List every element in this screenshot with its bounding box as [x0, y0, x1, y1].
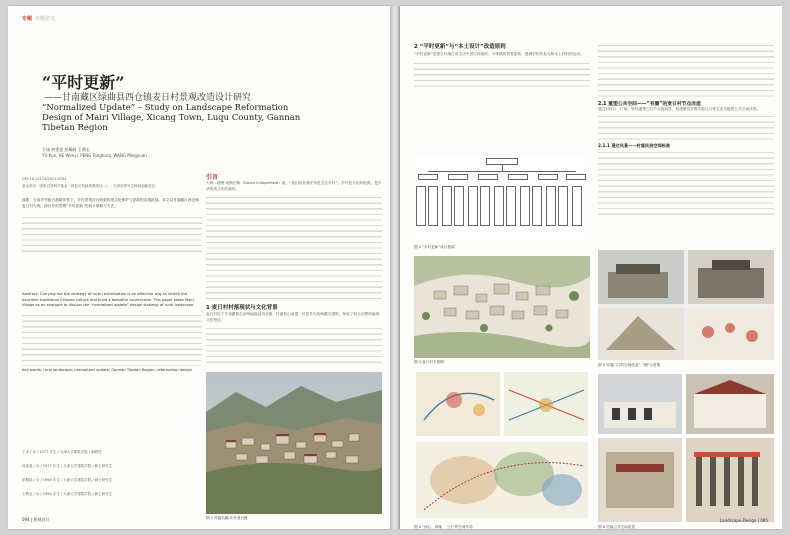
figure-6-public-space	[598, 374, 774, 522]
abstract-en: Abstract: Carrying out the strategy of rural revitalization is an effective way to inherit the excellent traditional Chinese culture and build a beautiful countryside. This paper takes Mairi Village as an example to discuss the “normalized update” design strategy of rural landscape. Key words: rural landscape; normalized update; Gannan Tibetan Region; reformation design	[22, 292, 202, 373]
abstract-cn-lines	[22, 214, 202, 254]
figure-5-caption: 图 5 村落门口的空间改造“一圈”示意图	[598, 363, 661, 367]
spatial-layout-diagrams	[414, 370, 590, 522]
right-col-lines-3	[598, 149, 774, 219]
right-col-lines-1	[598, 42, 774, 98]
section-2-text: “平时更新”是指在村落日常生活中进行持续的、小规模的景观更新，强调村民的参与和本土材料的运用。	[414, 52, 590, 88]
entrance-space-photos	[598, 250, 774, 360]
page-footer-right: Landscape Design | 095	[719, 518, 768, 523]
public-space-photos	[598, 374, 774, 522]
section-2-heading: 2 “平时更新”与“本土设计”改造原则	[414, 44, 506, 50]
intro-heading: 引言	[206, 174, 219, 181]
funding-meta: 基金项目：国家自然科学基金（绿色可持续景观项目…）；天津市研究生科研创新项目	[22, 184, 155, 188]
figure-1-village-aerial	[206, 372, 382, 514]
right-col-lines-2	[598, 113, 774, 143]
section-1-text: 麦日村位于甘南藏族自治州碌曲县西仓镇，村落依山而建，民居多为传统藏式建筑，保留了较为完整的地域文化特征。	[206, 312, 382, 367]
authors-cn: 于冰 何雯意 彭桐同 王萌玉	[42, 147, 90, 152]
right-column-text	[598, 42, 774, 219]
figure-1-caption: 图 1 村落鸟瞰 ©作者自摄	[206, 516, 248, 520]
spine-gutter	[390, 6, 400, 529]
author-bio-2: 何雯意 / 女 / 1977 年生 / 天津大学建筑学院 / 硕士研究生	[22, 464, 113, 468]
figure-4-caption: 图 4 “两心、两轴、三区”的空间布局	[414, 525, 473, 529]
village-aerial-photo	[206, 372, 382, 514]
doi: DOI 10.12174/2021.0704	[22, 177, 67, 181]
abstract-en-lines	[22, 312, 202, 366]
subsection-2-1-text: 通过对村口、广场、转经道等公共节点的改造，构建兼具宗教功能与日常生活功能的公共空间体系。	[598, 107, 774, 143]
figure-3-site-plan	[414, 256, 590, 358]
keywords-en: Key words: rural landscape; normalized update; Gannan Tibetan Region; reformation design	[22, 367, 192, 372]
authors-en: YU Kun, HE Wenyi, PENG Tongtong, WANG Mingyuan	[42, 153, 147, 158]
figure-3-caption: 图 3 麦日村平面图	[414, 360, 444, 364]
author-bio-3: 彭桐同 / 女 / 1994 年生 / 天津大学建筑学院 / 硕士研究生	[22, 478, 113, 482]
section-2-lines	[414, 60, 590, 88]
article-subtitle-cn: ——甘南藏区绿曲县西仓镇麦日村景观改造设计研究	[44, 93, 252, 103]
article-title-cn: “平时更新”	[42, 73, 125, 92]
figure-5-entrance-space	[598, 250, 774, 360]
right-page	[400, 6, 782, 529]
author-bio-1: 于冰 / 女 / 1977 年生 / 天津大学建筑学院 / 副教授	[22, 450, 102, 454]
figure-2-caption: 图 2 “平时更新”设计框架	[414, 245, 455, 249]
subsection-2-1-heading: 2.1 重塑公共空间——“有圈”的麦日村节点改造	[598, 102, 701, 107]
section-header: 专题 专题论文	[22, 16, 56, 22]
abstract-cn: 摘要：当前乡村振兴战略背景下，乡村景观设计面临传统文化保护与更新的双重挑战。本文以甘南藏区西仓镇麦日村为例，探讨乡村景观“平时更新”的设计策略与方法。	[22, 198, 202, 254]
figure-4-spatial-layout	[414, 370, 590, 522]
page-footer-left: 094 | 景观设计	[22, 517, 50, 522]
intro-lines	[206, 194, 382, 300]
figure-6-caption: 图 6 村落公共空间改造	[598, 525, 635, 529]
section-1-lines	[206, 325, 382, 367]
article-title-en: “Normalized Update” – Study on Landscape Reformation Design of Mairi Village, Xicang Town, Luqu County, Gannan Tibetan Region	[42, 103, 301, 133]
author-bio-4: 王萌玉 / 女 / 1994 年生 / 天津大学建筑学院 / 硕士研究生	[22, 492, 113, 496]
section-2	[414, 42, 590, 88]
site-plan-render	[414, 256, 590, 358]
figure-2-framework-diagram	[414, 156, 590, 242]
intro-text: 大师…德鲁·切斯伯格（David Chipperfield）说，“我们的首要任务是关注乡村”。乡村是文化的根源，是中华传统文化的载体。	[206, 181, 382, 300]
section-1-heading: 1 麦日村村落现状与文化背景	[206, 305, 278, 311]
subsection-2-1-1-heading: 2.1.1 通过风景——村落民居空间标准	[598, 142, 671, 148]
left-page	[8, 6, 390, 529]
